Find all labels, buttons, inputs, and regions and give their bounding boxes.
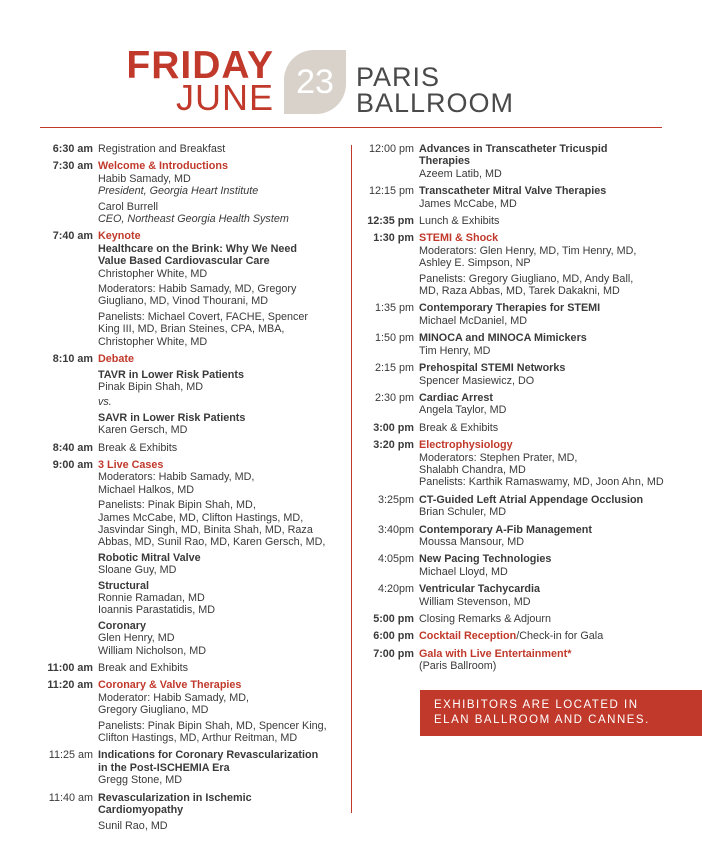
- entry-time: 11:25 am: [48, 749, 93, 762]
- entry-body: [419, 494, 678, 519]
- session-subtitle: Structural: [98, 579, 149, 592]
- entry-title-text: Lunch & Exhibits: [419, 215, 500, 228]
- entry-body: [419, 613, 678, 625]
- session-subtitle: in the Post-ISCHEMIA Era: [98, 761, 230, 774]
- entry-title: [419, 524, 678, 536]
- entry-title: [98, 143, 350, 155]
- entry-detail-line: Ronnie Ramadan, MD: [98, 592, 205, 604]
- entry-title-text: Transcatheter Mitral Valve Therapies: [419, 185, 607, 198]
- schedule-entry: [358, 362, 678, 387]
- entry-body: [98, 143, 350, 155]
- entry-detail-line: Abbas, MD, Sunil Rao, MD, Karen Gersch, MD,: [98, 536, 326, 549]
- exhibitors-notice-line1: EXHIBITORS ARE LOCATED IN: [434, 699, 639, 711]
- entry-detail-line: Moderator: Habib Samady, MD,: [98, 691, 250, 704]
- entry-time: 6:00 pm: [373, 630, 414, 643]
- entry-detail-line: Moderators: Habib Samady, MD,: [98, 471, 255, 484]
- entry-body: [419, 648, 678, 673]
- entry-body: [419, 332, 678, 357]
- schedule-entry: [358, 392, 678, 417]
- entry-title-text: Coronary & Valve Therapies: [98, 679, 242, 692]
- entry-detail-line: Moderators: Glen Henry, MD, Tim Henry, MD,: [419, 244, 637, 257]
- entry-title-text: Cardiac Arrest: [419, 391, 494, 404]
- entry-title: [419, 553, 678, 565]
- entry-detail-line: Jasvindar Singh, MD, Binita Shah, MD, Raza: [98, 523, 313, 536]
- entry-title: [419, 362, 678, 374]
- schedule-entry: [358, 232, 678, 297]
- session-subtitle: Value Based Cardiovascular Care: [98, 255, 270, 268]
- schedule-entry: [40, 459, 350, 657]
- schedule-entry: [358, 648, 678, 673]
- entry-detail-line: Brian Schuler, MD: [419, 506, 507, 519]
- entry-detail-line: Clifton Hastings, MD, Arthur Reitman, MD: [98, 732, 298, 745]
- entry-body: [419, 392, 678, 417]
- entry-detail-line: Giugliano, MD, Vinod Thourani, MD: [98, 295, 269, 308]
- entry-detail-line: William Nicholson, MD: [98, 644, 206, 657]
- session-subtitle: Healthcare on the Brink: Why We Need: [98, 242, 297, 255]
- entry-title: [98, 353, 350, 365]
- entry-detail-line: Sloane Guy, MD: [98, 564, 177, 577]
- session-subtitle: TAVR in Lower Risk Patients: [98, 368, 244, 381]
- date-number: 23: [296, 63, 334, 101]
- entry-detail-line: Panelists: Gregory Giugliano, MD, Andy Ball,: [419, 272, 634, 285]
- entry-detail-line: James McCabe, MD: [419, 197, 517, 210]
- entry-time: 1:30 pm: [373, 232, 414, 245]
- schedule-entry: [358, 332, 678, 357]
- entry-time: 6:30 am: [52, 143, 93, 155]
- entry-title: [419, 302, 678, 314]
- entry-detail-line: Panelists: Karthik Ramaswamy, MD, Joon Ahn, MD: [419, 476, 664, 489]
- entry-title-text: Gala with Live Entertainment*: [419, 647, 572, 660]
- schedule-entry: [358, 494, 678, 519]
- entry-detail-line: MD, Raza Abbas, MD, Tarek Dakakni, MD: [419, 285, 620, 298]
- entry-detail-line: Panelists: Michael Covert, FACHE, Spencer: [98, 310, 309, 323]
- schedule-entry: [358, 302, 678, 327]
- room-name-line1: PARIS: [356, 62, 441, 92]
- entry-time: 3:25pm: [377, 493, 414, 506]
- entry-detail-line: Ashley E. Simpson, NP: [419, 257, 531, 270]
- schedule-entry: [40, 143, 350, 155]
- entry-time: 3:20 pm: [373, 439, 414, 452]
- entry-detail-line: Carol Burrell: [98, 200, 158, 213]
- schedule-entry: [358, 630, 678, 642]
- schedule-entry: [40, 353, 350, 436]
- entry-detail-line: Habib Samady, MD: [98, 172, 191, 185]
- entry-title: [419, 613, 678, 625]
- schedule-entry: [40, 230, 350, 348]
- entry-title: [419, 185, 678, 197]
- session-subtitle: Coronary: [98, 619, 146, 632]
- schedule-left-column: [40, 143, 350, 837]
- entry-title: [98, 749, 350, 761]
- entry-detail-line: Panelists: Pinak Bipin Shah, MD,: [98, 499, 256, 512]
- entry-time: 7:00 pm: [373, 647, 414, 660]
- entry-body: [419, 524, 678, 549]
- entry-title: [98, 459, 350, 471]
- entry-detail-line: Michael Halkos, MD: [98, 483, 194, 496]
- entry-time: 4:20pm: [377, 583, 414, 596]
- entry-title-text: Advances in Transcatheter Tricuspid: [419, 143, 608, 155]
- entry-title-text: Break & Exhibits: [98, 441, 178, 454]
- entry-body: [419, 583, 678, 608]
- entry-title-text: Debate: [98, 353, 135, 366]
- entry-detail-line: Christopher White, MD: [98, 267, 208, 280]
- session-subtitle: Cardiomyopathy: [98, 804, 184, 817]
- entry-detail-line: Michael Lloyd, MD: [419, 565, 508, 578]
- entry-body: [419, 422, 678, 434]
- entry-time: 8:40 am: [52, 441, 93, 454]
- entry-title-text: Keynote: [98, 230, 141, 243]
- entry-title: [98, 230, 350, 242]
- entry-detail-line: Gregory Giugliano, MD: [98, 704, 209, 717]
- entry-detail-line: Azeem Latib, MD: [419, 167, 502, 180]
- entry-detail-line: Sunil Rao, MD: [98, 819, 168, 832]
- entry-title: [419, 215, 678, 227]
- entry-detail-line: Pinak Bipin Shah, MD: [98, 380, 204, 393]
- entry-title-text: Cocktail Reception: [419, 630, 517, 643]
- entry-title-text: Ventricular Tachycardia: [419, 583, 541, 596]
- entry-time: 1:35 pm: [374, 302, 414, 315]
- schedule-entry: [358, 524, 678, 549]
- entry-body: [419, 215, 678, 227]
- schedule-entry: [358, 583, 678, 608]
- entry-title-text: Revascularization in Ischemic: [98, 791, 252, 804]
- entry-body: [419, 302, 678, 327]
- entry-detail-line: Angela Taylor, MD: [419, 404, 507, 417]
- entry-time: 2:30 pm: [374, 391, 414, 404]
- header-divider: [40, 127, 662, 128]
- page-header: [0, 0, 702, 130]
- entry-detail-line: Karen Gersch, MD: [98, 424, 188, 437]
- schedule-entry: [40, 679, 350, 744]
- entry-time: 7:40 am: [52, 230, 93, 243]
- schedule-entry: [40, 792, 350, 832]
- entry-time: 7:30 am: [52, 160, 93, 173]
- entry-detail-line: Christopher White, MD: [98, 335, 208, 348]
- entry-title-text: Contemporary A-Fib Management: [419, 523, 592, 536]
- entry-detail-line: Gregg Stone, MD: [98, 774, 183, 787]
- entry-time: 12:35 pm: [367, 215, 414, 228]
- entry-title: [419, 232, 678, 244]
- entry-time: 11:40 am: [48, 791, 93, 804]
- entry-time: 5:00 pm: [373, 613, 414, 625]
- entry-detail-line: Spencer Masiewicz, DO: [419, 374, 535, 387]
- schedule-entry: [40, 662, 350, 674]
- entry-title: [98, 160, 350, 172]
- entry-title: [419, 494, 678, 506]
- entry-title: [98, 442, 350, 454]
- entry-title-text: Prehospital STEMI Networks: [419, 362, 566, 375]
- entry-title-text: Break and Exhibits: [98, 662, 189, 675]
- entry-body: [98, 230, 350, 348]
- entry-time: 2:15 pm: [374, 362, 414, 375]
- exhibitors-notice-line2: ELAN BALLROOM AND CANNES.: [434, 714, 650, 726]
- entry-body: [98, 160, 350, 225]
- entry-detail-line: Shalabh Chandra, MD: [419, 463, 526, 476]
- date-badge: [284, 50, 346, 114]
- entry-time: 4:05pm: [377, 553, 414, 566]
- entry-title-text: Electrophysiology: [419, 439, 513, 452]
- entry-title-text: Registration and Breakfast: [98, 143, 226, 155]
- entry-detail-line: James McCabe, MD, Clifton Hastings, MD,: [98, 511, 304, 524]
- entry-title-text: STEMI & Shock: [419, 232, 499, 245]
- entry-detail-line: Panelists: Pinak Bipin Shah, MD, Spencer King,: [98, 719, 327, 732]
- exhibitors-notice: [420, 690, 702, 736]
- entry-detail-line: William Stevenson, MD: [419, 595, 531, 608]
- entry-time: 11:00 am: [47, 662, 93, 675]
- entry-title: [419, 648, 678, 660]
- entry-body: [98, 679, 350, 744]
- entry-title-tail: /Check-in for Gala: [516, 630, 604, 643]
- entry-title: [419, 392, 678, 404]
- column-divider: [351, 145, 352, 813]
- entry-title: [419, 439, 678, 451]
- entry-body: [419, 185, 678, 210]
- entry-time: 3:40pm: [377, 523, 414, 536]
- session-subtitle: SAVR in Lower Risk Patients: [98, 411, 246, 424]
- schedule-entry: [358, 553, 678, 578]
- entry-detail-line: Tim Henry, MD: [419, 344, 491, 357]
- entry-detail-line: President, Georgia Heart Institute: [98, 185, 259, 198]
- entry-body: [419, 362, 678, 387]
- schedule-entry: [358, 439, 678, 489]
- entry-time: 12:15 pm: [368, 185, 414, 198]
- entry-time: 9:00 am: [52, 458, 93, 471]
- entry-body: [419, 143, 678, 180]
- entry-detail-line: King III, MD, Brian Steines, CPA, MBA,: [98, 323, 285, 336]
- entry-body: [98, 442, 350, 454]
- schedule-entry: [358, 185, 678, 210]
- schedule-entry: [358, 422, 678, 434]
- schedule-entry: [358, 613, 678, 625]
- entry-time: 3:00 pm: [373, 421, 414, 434]
- entry-body: [419, 630, 678, 642]
- schedule-entry: [358, 143, 678, 180]
- entry-title-text: Break & Exhibits: [419, 421, 499, 434]
- entry-time: 11:20 am: [47, 679, 93, 692]
- schedule-right-column: [358, 143, 678, 678]
- entry-time: 8:10 am: [52, 353, 93, 366]
- entry-body: [98, 459, 350, 657]
- entry-detail-line: Moderators: Habib Samady, MD, Gregory: [98, 283, 297, 296]
- entry-body: [419, 553, 678, 578]
- schedule-entry: [358, 215, 678, 227]
- session-subtitle: Therapies: [419, 155, 471, 168]
- entry-title-text: MINOCA and MINOCA Mimickers: [419, 332, 587, 345]
- entry-detail-line: Glen Henry, MD: [98, 632, 175, 645]
- entry-body: [98, 792, 350, 832]
- entry-title: [419, 630, 678, 642]
- entry-detail-line: Ioannis Parastatidis, MD: [98, 604, 216, 617]
- entry-title: [98, 792, 350, 804]
- entry-body: [419, 439, 678, 489]
- entry-title-text: CT-Guided Left Atrial Appendage Occlusion: [419, 493, 644, 506]
- entry-title-text: Contemporary Therapies for STEMI: [419, 302, 601, 315]
- entry-title: [98, 662, 350, 674]
- entry-detail-line: CEO, Northeast Georgia Health System: [98, 213, 289, 226]
- schedule-entry: [40, 160, 350, 225]
- entry-title-text: New Pacing Technologies: [419, 553, 552, 566]
- entry-time: 12:00 pm: [368, 143, 414, 155]
- schedule-entry: [40, 749, 350, 786]
- entry-title-text: Welcome & Introductions: [98, 160, 228, 173]
- session-subtitle: Robotic Mitral Valve: [98, 551, 201, 564]
- month-heading: JUNE: [175, 77, 274, 118]
- entry-title: [419, 332, 678, 344]
- entry-body: [419, 232, 678, 297]
- entry-title: [98, 679, 350, 691]
- entry-title: [419, 583, 678, 595]
- entry-title: [419, 143, 678, 155]
- entry-title: [419, 422, 678, 434]
- entry-body: [98, 353, 350, 436]
- entry-body: [98, 662, 350, 674]
- entry-time: 1:50 pm: [374, 332, 414, 345]
- entry-title-text: Indications for Coronary Revascularization: [98, 749, 319, 762]
- entry-detail-line: Moussa Mansour, MD: [419, 535, 525, 548]
- schedule-entry: [40, 442, 350, 454]
- entry-detail-line: vs.: [98, 396, 112, 409]
- entry-body: [98, 749, 350, 786]
- entry-title-text: 3 Live Cases: [98, 458, 164, 471]
- entry-detail-line: Michael McDaniel, MD: [419, 314, 527, 327]
- room-name-line2: BALLROOM: [356, 88, 515, 118]
- day-heading: FRIDAY: [126, 44, 274, 87]
- entry-detail-line: Moderators: Stephen Prater, MD,: [419, 451, 578, 464]
- entry-detail-line: (Paris Ballroom): [419, 660, 497, 673]
- entry-title-text: Closing Remarks & Adjourn: [419, 613, 552, 625]
